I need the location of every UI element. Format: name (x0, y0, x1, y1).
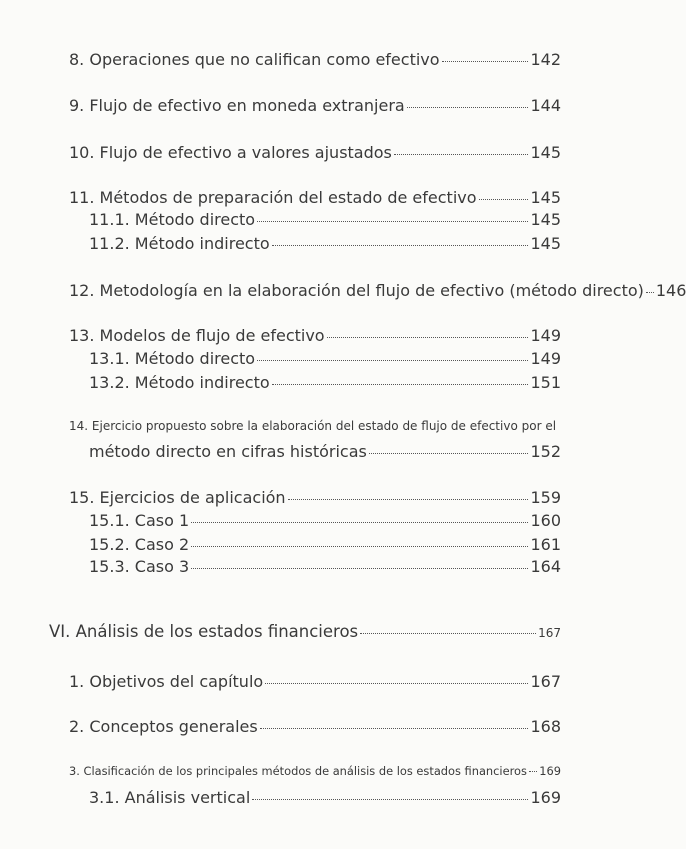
toc-entry-label: 3.1. Análisis vertical (89, 788, 251, 807)
dot-leader (191, 568, 528, 569)
toc-chapter-title: VI. Análisis de los estados financieros (49, 622, 359, 641)
toc-chapter[interactable] (49, 622, 561, 641)
toc-entry-label: 8. Operaciones que no califican como efectivo (69, 50, 440, 69)
toc-entry-label[interactable]: 14. Ejercicio propuesto sobre la elaboración del estado de flujo de efectivo por el (69, 419, 557, 433)
toc-entry-label: 9. Flujo de efectivo en moneda extranjera (69, 96, 405, 115)
toc-page-number: 167 (538, 626, 561, 640)
toc-entry-label: 11.2. Método indirecto (89, 234, 270, 253)
toc-page-number: 149 (530, 349, 561, 368)
toc-entry-label: 10. Flujo de efectivo a valores ajustados (69, 143, 392, 162)
dot-leader (257, 360, 528, 361)
dot-leader (529, 771, 537, 772)
dot-leader (272, 384, 529, 385)
toc-entry-label: 15. Ejercicios de aplicación (69, 488, 286, 507)
toc-entry-label: 15.3. Caso 3 (89, 557, 190, 576)
toc-entry[interactable] (69, 326, 561, 345)
toc-page-number: 145 (530, 234, 561, 253)
toc-page-number: 159 (530, 488, 561, 507)
toc-entry-label: 13.2. Método indirecto (89, 373, 270, 392)
toc-entry[interactable] (69, 96, 561, 115)
dot-leader (257, 221, 528, 222)
toc-page-number: 144 (530, 96, 561, 115)
toc-subentry[interactable] (89, 535, 561, 554)
toc-entry-label: 1. Objetivos del capítulo (69, 672, 264, 691)
toc-page-number: 142 (530, 50, 561, 69)
dot-leader (442, 61, 529, 62)
toc-page-number: 168 (530, 717, 561, 736)
toc-entry-label: 13.1. Método directo (89, 349, 256, 368)
toc-entry[interactable] (69, 143, 561, 162)
toc-page-number: 169 (539, 764, 561, 778)
toc-page-number: 161 (530, 535, 561, 554)
dot-leader (288, 499, 529, 500)
dot-leader (407, 107, 529, 108)
toc-page-number: 169 (530, 788, 561, 807)
toc-entry[interactable] (69, 764, 561, 778)
toc-subentry[interactable] (89, 373, 561, 392)
toc-page-number: 145 (530, 143, 561, 162)
toc-subentry[interactable] (89, 234, 561, 253)
dot-leader (265, 683, 528, 684)
toc-page-number: 152 (530, 442, 561, 461)
toc-entry-label: 13. Modelos de flujo de efectivo (69, 326, 325, 345)
dot-leader (360, 633, 536, 634)
toc-entry-label-continued: método directo en cifras históricas (89, 442, 367, 461)
dot-leader (327, 337, 529, 338)
toc-page-number: 146 (655, 281, 686, 300)
dot-leader (272, 245, 529, 246)
toc-page-number: 149 (530, 326, 561, 345)
toc-entry[interactable] (69, 50, 561, 69)
dot-leader (260, 728, 529, 729)
toc-entry[interactable] (89, 442, 561, 461)
toc-entry[interactable] (69, 488, 561, 507)
toc-entry-label: 12. Metodología en la elaboración del flujo de efectivo (método directo) (69, 281, 644, 300)
toc-page-number: 160 (530, 511, 561, 530)
toc-page-number: 145 (530, 188, 561, 207)
dot-leader (191, 546, 528, 547)
toc-page-number: 145 (530, 210, 561, 229)
dot-leader (646, 292, 654, 293)
dot-leader (394, 154, 529, 155)
toc-entry[interactable] (69, 281, 686, 300)
dot-leader (479, 199, 529, 200)
toc-entry-label: 15.2. Caso 2 (89, 535, 190, 554)
toc-entry[interactable] (69, 717, 561, 736)
toc-page-number: 164 (530, 557, 561, 576)
toc-entry-label: 3. Clasificación de los principales métodos de análisis de los estados financieros (69, 764, 527, 778)
dot-leader (191, 522, 528, 523)
dot-leader (252, 799, 528, 800)
toc-page-number: 167 (530, 672, 561, 691)
toc-subentry[interactable] (89, 557, 561, 576)
toc-page-number: 151 (530, 373, 561, 392)
toc-entry-label: 11.1. Método directo (89, 210, 256, 229)
toc-subentry[interactable] (89, 788, 561, 807)
toc-entry-label: 11. Métodos de preparación del estado de efectivo (69, 188, 477, 207)
toc-entry[interactable] (69, 188, 561, 207)
toc-entry[interactable] (69, 672, 561, 691)
toc-subentry[interactable] (89, 349, 561, 368)
toc-subentry[interactable] (89, 511, 561, 530)
toc-entry-label: 2. Conceptos generales (69, 717, 258, 736)
toc-entry-label: 15.1. Caso 1 (89, 511, 190, 530)
toc-subentry[interactable] (89, 210, 561, 229)
dot-leader (369, 453, 529, 454)
